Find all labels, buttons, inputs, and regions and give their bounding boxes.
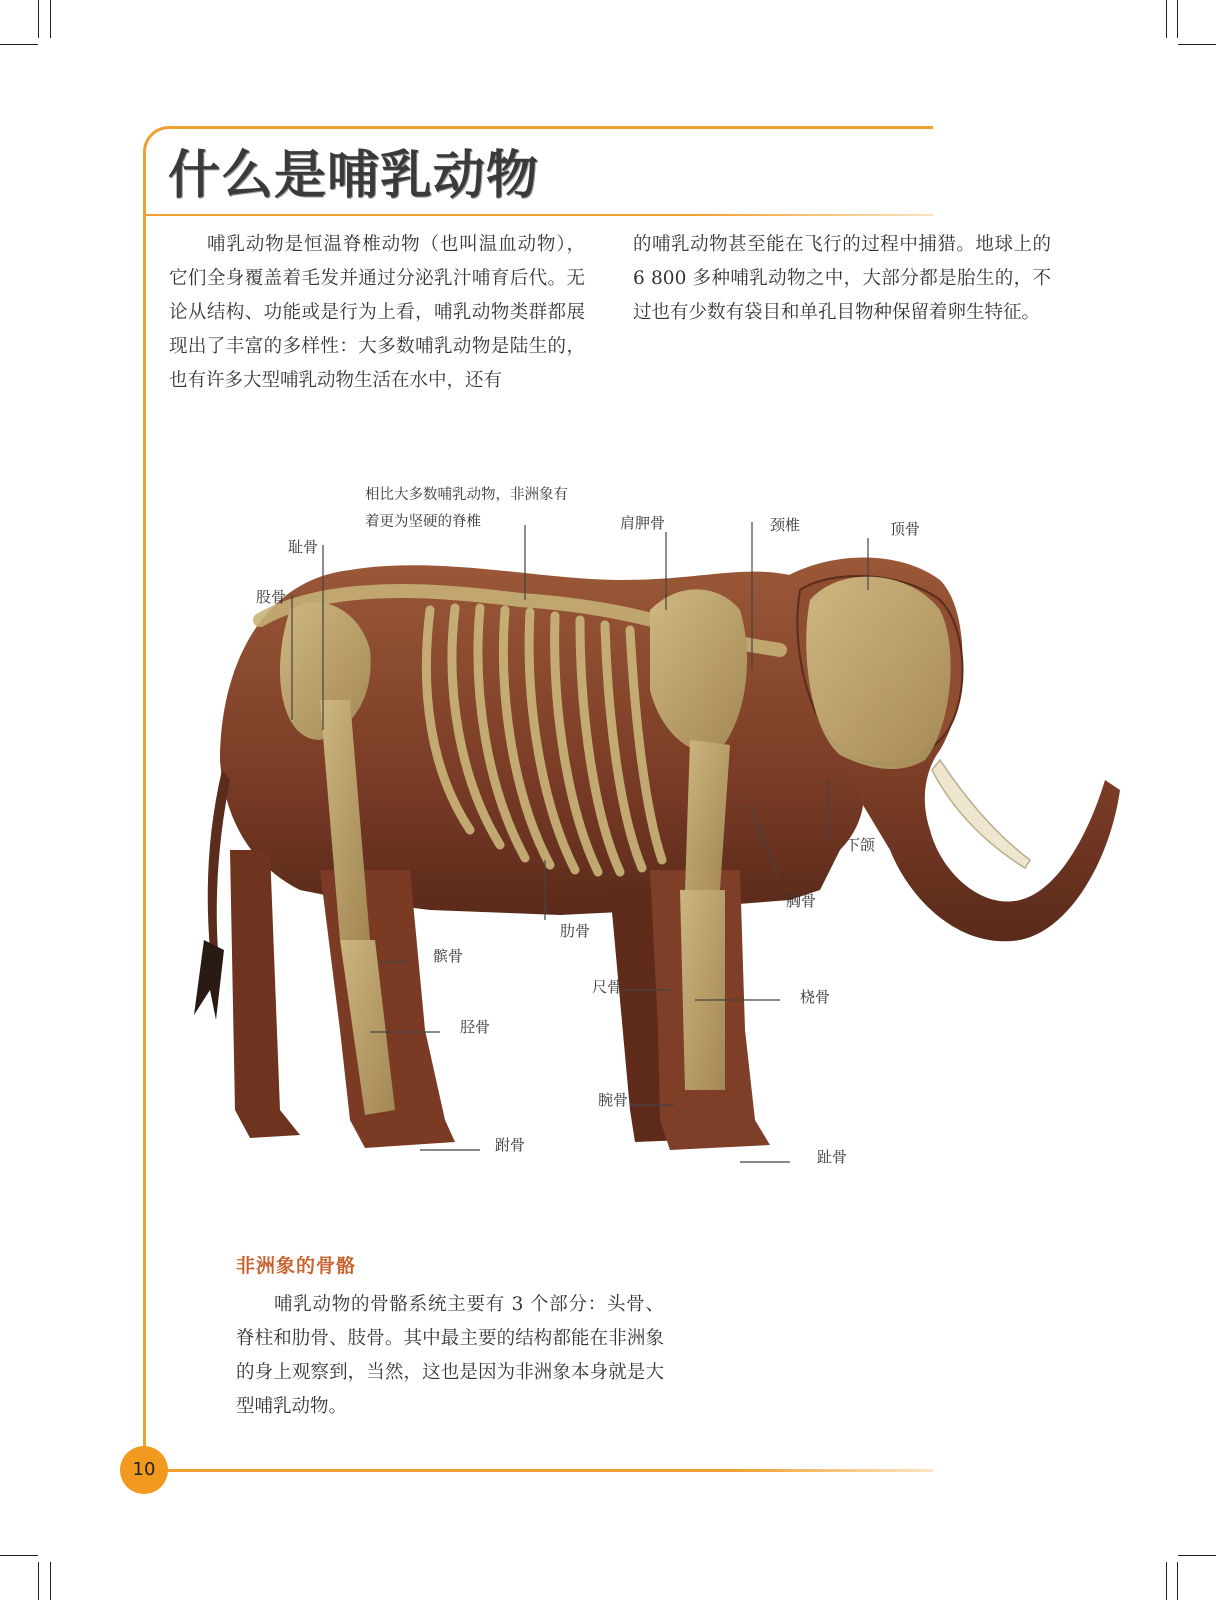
elephant-skeleton-figure (180, 470, 1170, 1200)
label-cervical: 颈椎 (770, 516, 801, 534)
crop-mark (1166, 1562, 1167, 1600)
radius-ulna-bone (680, 890, 725, 1090)
tail-tuft (194, 940, 224, 1020)
crop-mark (50, 1562, 51, 1600)
label-rib: 肋骨 (560, 922, 591, 940)
spine-callout: 相比大多数哺乳动物，非洲象有着更为坚硬的脊椎 (365, 487, 568, 530)
crop-mark (1166, 0, 1167, 38)
crop-mark (1178, 1555, 1216, 1556)
label-phalanx: 趾骨 (817, 1148, 848, 1166)
label-scapula: 肩胛骨 (620, 514, 666, 532)
label-patella: 髌骨 (433, 947, 464, 965)
intro-paragraph-2: 的哺乳动物甚至能在飞行的过程中捕猎。地球上的 6 800 多种哺乳动物之中，大部分都是胎生的，不过也有少数有袋目和单孔目物种保留着卵生特征。 (633, 234, 1051, 323)
label-pubis: 耻骨 (288, 538, 319, 556)
label-radius: 桡骨 (800, 988, 831, 1006)
label-ulna: 尺骨 (592, 978, 623, 996)
label-parietal: 顶骨 (890, 520, 921, 538)
label-carpal: 腕骨 (598, 1091, 629, 1109)
section-subheading: 非洲象的骨骼 (236, 1255, 357, 1277)
crop-mark (0, 1555, 38, 1556)
crop-mark (1178, 44, 1216, 45)
page-number-badge: 10 (120, 1446, 168, 1494)
elephant-tail (208, 770, 230, 950)
frame-bottom-rule (143, 1469, 933, 1472)
label-mandible: 下颌 (845, 836, 876, 854)
crop-mark (38, 1562, 39, 1600)
page-title: 什么是哺乳动物 (168, 146, 540, 206)
skeleton-paragraph: 哺乳动物的骨骼系统主要有 3 个部分：头骨、脊柱和肋骨、肢骨。其中最主要的结构都能在非洲象的身上观察到，当然，这也是因为非洲象本身就是大型哺乳动物。 (236, 1294, 664, 1417)
crop-mark (1177, 0, 1178, 38)
label-tarsal: 跗骨 (495, 1136, 526, 1154)
intro-paragraph-1: 哺乳动物是恒温脊椎动物（也叫温血动物），它们全身覆盖着毛发并通过分泌乳汁哺育后代。无论从结构、功能或是行为上看，哺乳动物类群都展现出了丰富的多样性：大多数哺乳动物是陆生的，也有许多大型哺乳动物生活在水中，还有 (169, 234, 585, 391)
elephant-illustration (180, 470, 1170, 1200)
crop-mark (38, 0, 39, 38)
label-femur: 股骨 (256, 588, 287, 606)
elephant-tusk (932, 760, 1030, 868)
label-tibia: 胫骨 (460, 1018, 491, 1036)
hind-leg-back (230, 850, 300, 1138)
label-sternum: 胸骨 (786, 892, 817, 910)
skull-bone (806, 577, 950, 769)
crop-mark (1177, 1562, 1178, 1600)
frame-left-rule (143, 214, 146, 1458)
crop-mark (0, 44, 38, 45)
crop-mark (50, 0, 51, 38)
